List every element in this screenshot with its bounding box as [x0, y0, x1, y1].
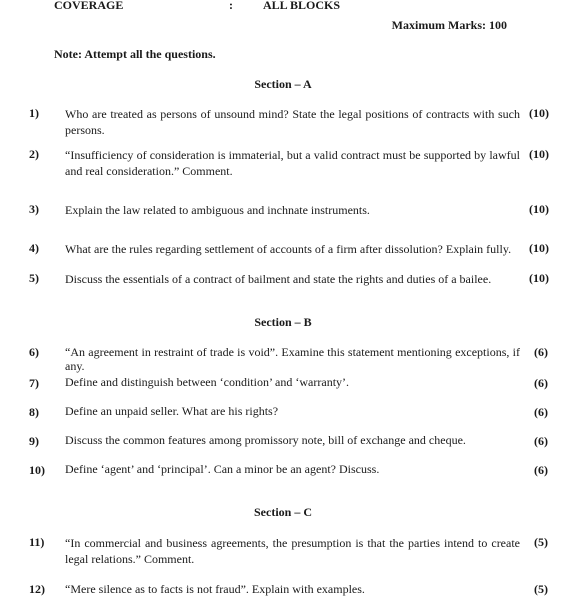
- question-marks: (6): [534, 345, 548, 359]
- instructions-note: Note: Attempt all the questions.: [54, 47, 216, 61]
- coverage-label: COVERAGE: [54, 0, 124, 12]
- section-b-heading: Section – B: [254, 315, 312, 329]
- maximum-marks: Maximum Marks: 100: [391, 18, 507, 32]
- coverage-value: ALL BLOCKS: [263, 0, 341, 12]
- question-number: 3): [29, 202, 39, 216]
- question-marks: (6): [534, 463, 548, 477]
- section-a-heading: Section – A: [254, 77, 312, 91]
- question-number: 4): [29, 241, 39, 255]
- question-number: 9): [29, 434, 39, 448]
- question-text: Explain the law related to ambiguous and inchnate instruments.: [65, 203, 370, 217]
- question-marks: (10): [529, 147, 549, 161]
- question-text: Define and distinguish between ‘condition’ and ‘warranty’.: [65, 375, 350, 389]
- question-marks: (10): [529, 241, 549, 255]
- question-number: 7): [29, 376, 39, 390]
- question-marks: (6): [534, 434, 548, 448]
- question-marks: (6): [534, 376, 548, 390]
- question-number: 11): [29, 535, 45, 549]
- question-number: 5): [29, 271, 39, 285]
- section-c-heading: Section – C: [254, 505, 312, 519]
- question-marks: (10): [529, 106, 549, 120]
- question-number: 1): [29, 106, 39, 120]
- question-text: “Mere silence as to facts is not fraud”. Explain with examples.: [65, 582, 365, 596]
- question-text: Define ‘agent’ and ‘principal’. Can a minor be an agent? Discuss.: [65, 462, 380, 476]
- question-text: Discuss the essentials of a contract of bailment and state the rights and duties of a bailee.: [65, 272, 492, 286]
- question-marks: (10): [529, 271, 549, 285]
- question-text: What are the rules regarding settlement of accounts of a firm after dissolution? Explain fully.: [65, 242, 512, 256]
- question-text: Who are treated as persons of unsound mind? State the legal positions of contracts with such persons.: [65, 107, 520, 137]
- question-number: 2): [29, 147, 39, 161]
- question-marks: (5): [534, 535, 548, 549]
- question-text: “Insufficiency of consideration is immaterial, but a valid contract must be supported by lawful and real consideration.” Comment.: [65, 148, 520, 178]
- question-number: 8): [29, 405, 39, 419]
- question-text: Discuss the common features among promissory note, bill of exchange and cheque.: [65, 433, 466, 447]
- question-number: 12): [29, 582, 45, 596]
- question-text: “In commercial and business agreements, the presumption is that the parties intend to create legal relations.” Comment.: [65, 536, 520, 566]
- question-marks: (10): [529, 202, 549, 216]
- coverage-separator: :: [229, 0, 233, 12]
- question-marks: (6): [534, 405, 548, 419]
- question-marks: (5): [534, 582, 548, 596]
- question-number: 10): [29, 463, 45, 477]
- question-text: “An agreement in restraint of trade is void”. Examine this statement mentioning exceptions, if any.: [65, 345, 520, 373]
- question-number: 6): [29, 345, 39, 359]
- question-text: Define an unpaid seller. What are his rights?: [65, 404, 279, 418]
